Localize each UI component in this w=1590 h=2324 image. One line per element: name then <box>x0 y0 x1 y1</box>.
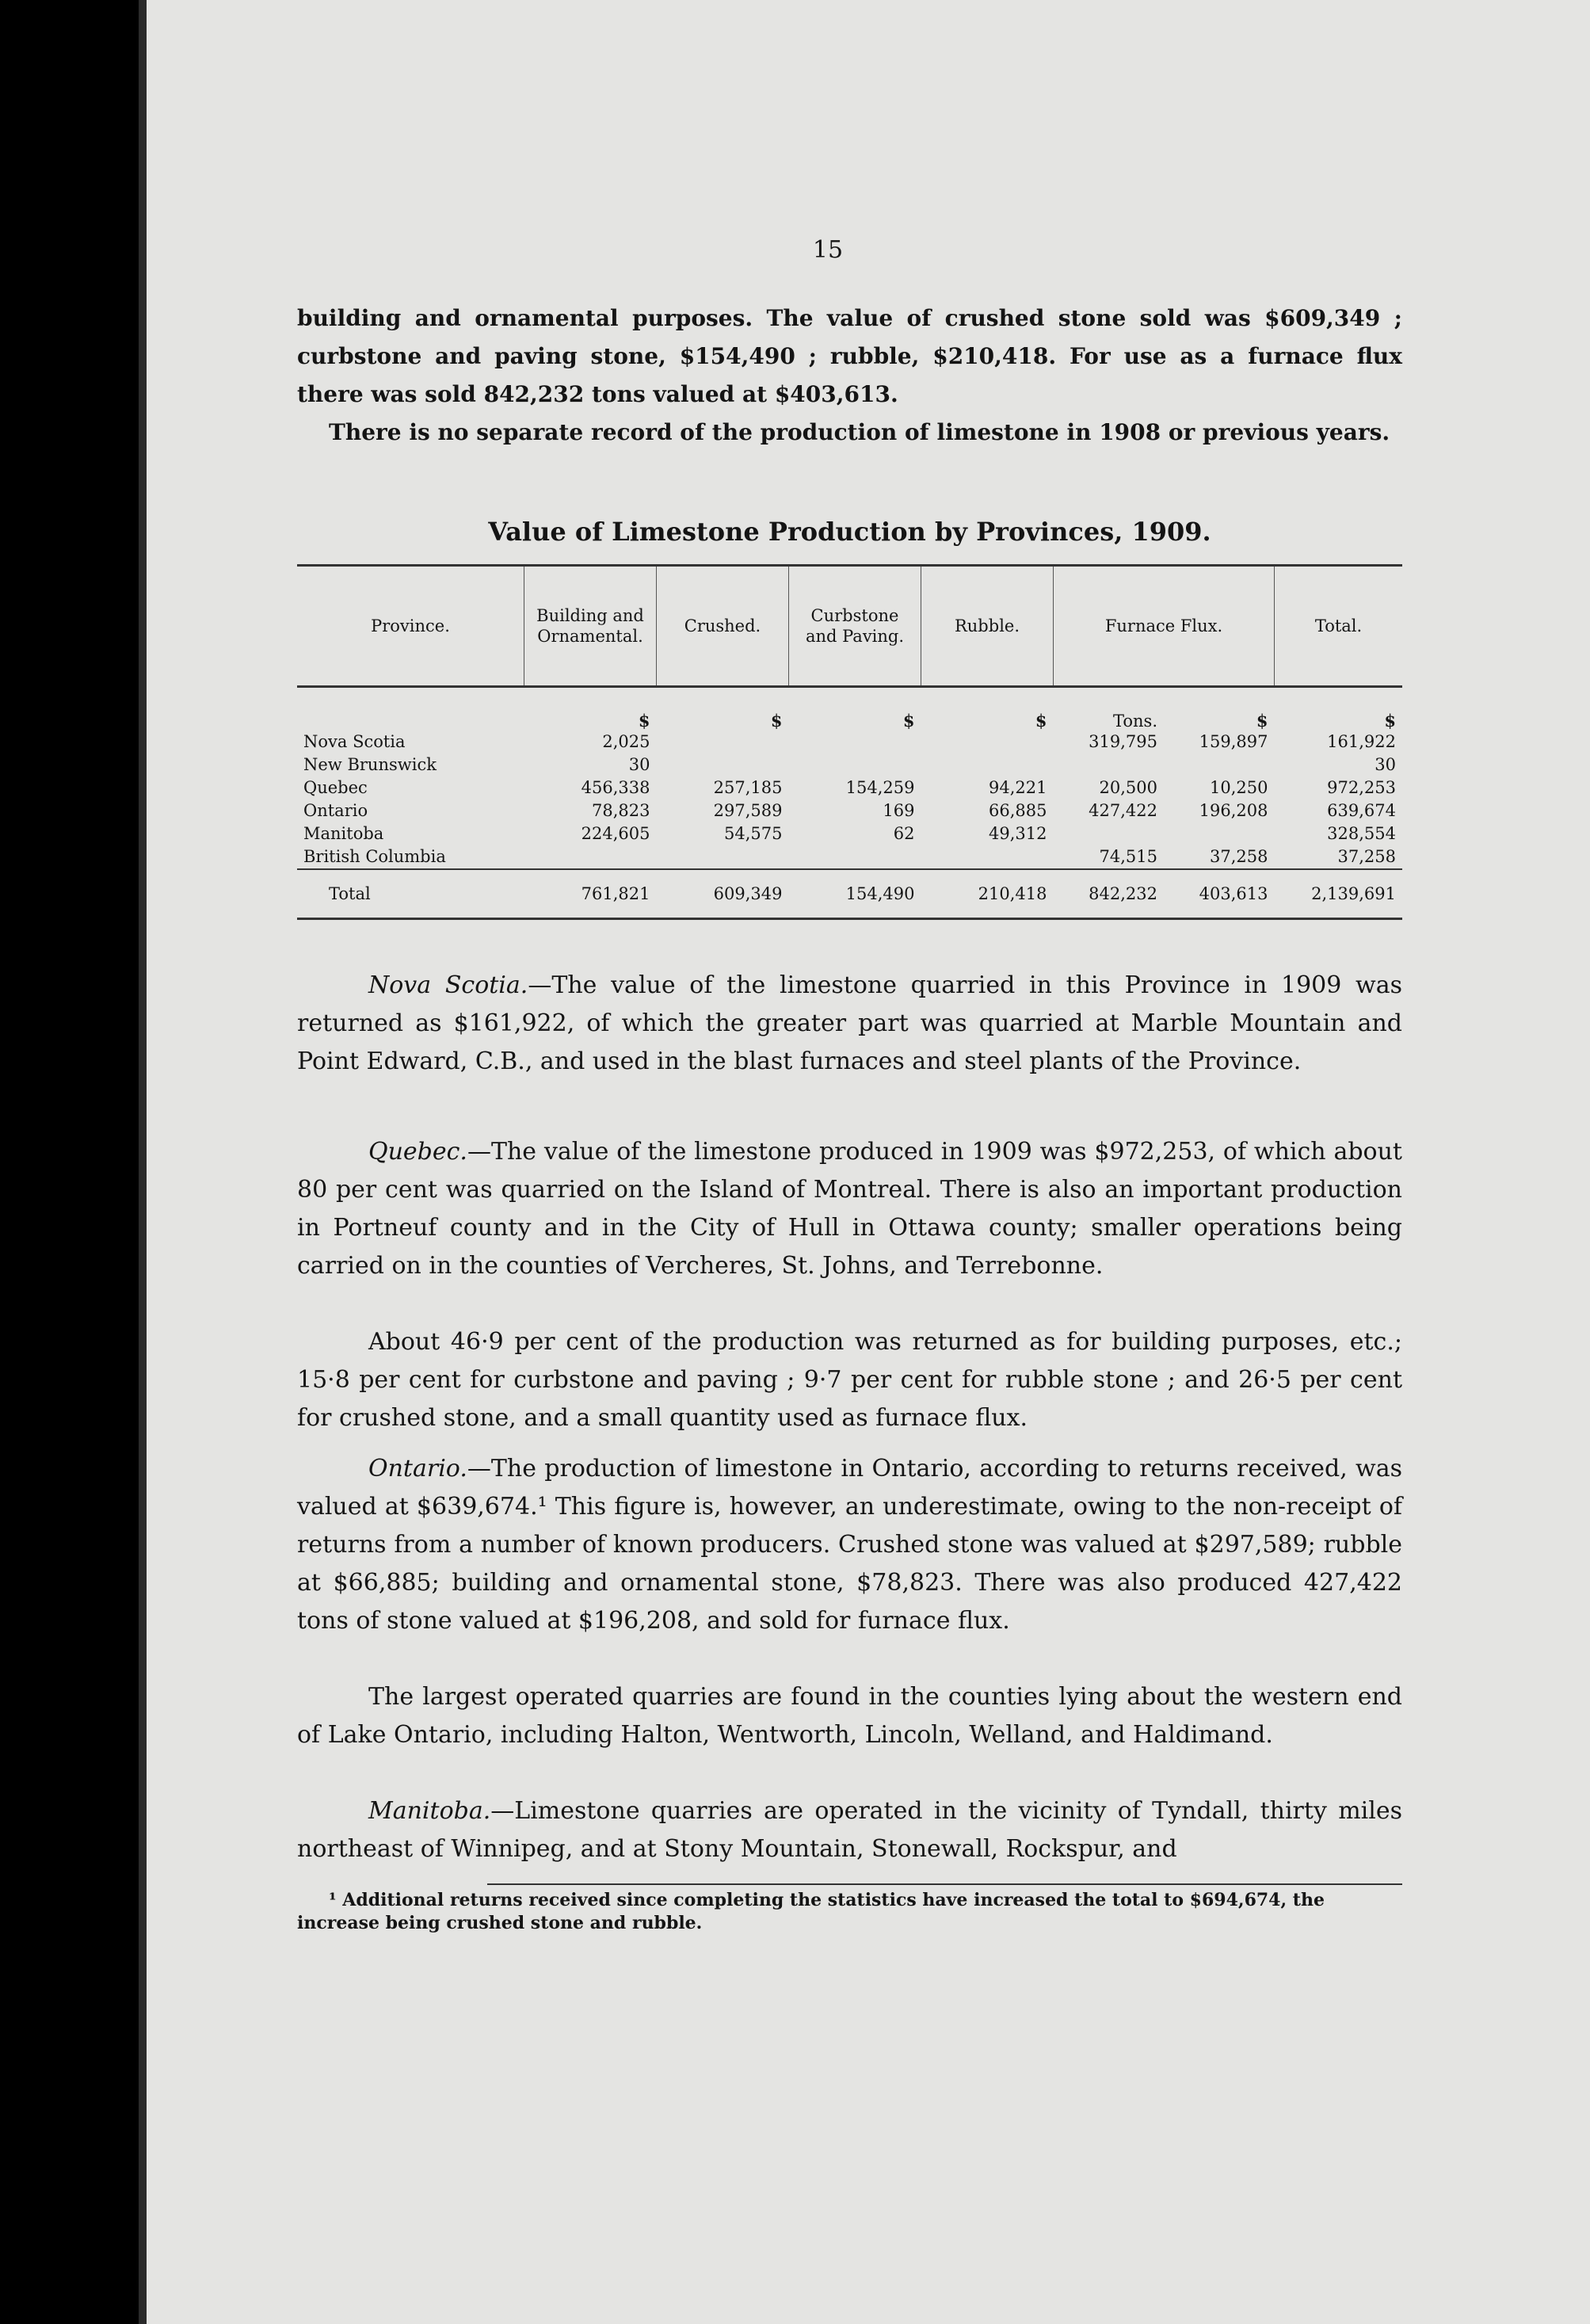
quebec-percent-paragraph: About 46·9 per cent of the production was returned as for building purposes, etc.; 15·8 per cent for curbstone and paving ; 9·7 per cent for rubble stone ; and 26·5 per cent for crushed stone, and a small quantity used as furnace flux. <box>297 1328 1402 1432</box>
cell-curbstone <box>789 845 921 869</box>
cell-rubble: 49,312 <box>989 824 1047 843</box>
quebec-paragraph <box>297 1133 1402 1285</box>
table-header-row <box>297 566 1402 687</box>
table-title: Value of Limestone Production by Provinces, 1909. <box>488 517 1211 547</box>
cell-total: 30 <box>1375 755 1396 774</box>
cell-building: 78,823 <box>592 801 650 820</box>
unit-flux-value: $ <box>1256 711 1268 731</box>
cell-tons: 20,500 <box>1099 778 1157 797</box>
table-total-row <box>297 869 1402 919</box>
page-binding-edge <box>139 0 147 2324</box>
ontario-text: —The production of limestone in Ontario, according to returns received, was valued at $639,674.¹ This figure is, however, an underestimate, owing to the non-receipt of returns from a number of known producers. Crushed stone was valued at $297,589; rubble at $66,885; building and ornamental stone, $78,823. There was also produced 427,422 tons of stone valued at $196,208, and sold for furnace flux. <box>297 1455 1402 1635</box>
intro-note: There is no separate record of the production of limestone in 1908 or previous years. <box>329 419 1390 445</box>
cell-rubble: 94,221 <box>989 778 1047 797</box>
cell-province: Quebec <box>303 778 368 797</box>
cell-curbstone <box>789 731 921 754</box>
table-row <box>297 777 1402 799</box>
total-curbstone: 154,490 <box>789 869 921 919</box>
cell-province: Ontario <box>303 801 368 820</box>
cell-tons: 74,515 <box>1099 847 1157 866</box>
cell-flux-value: 37,258 <box>1210 847 1268 866</box>
unit-tons: Tons. <box>1113 712 1157 731</box>
total-flux-value: 403,613 <box>1164 869 1275 919</box>
header-building: Building and Ornamental. <box>524 566 657 687</box>
unit-building: $ <box>638 711 650 731</box>
unit-total: $ <box>1384 711 1396 731</box>
cell-total: 161,922 <box>1327 732 1396 751</box>
ontario-quarries-paragraph: The largest operated quarries are found in the counties lying about the western end of Lake Ontario, including Halton, Wentworth, Lincoln, Welland, and Haldimand. <box>297 1683 1402 1749</box>
cell-tons: 427,422 <box>1089 801 1157 820</box>
cell-province: New Brunswick <box>303 755 437 774</box>
header-total: Total. <box>1275 566 1403 687</box>
cell-flux-value: 196,208 <box>1199 801 1268 820</box>
quebec-text: —The value of the limestone produced in 1909 was $972,253, of which about 80 per cent was quarried on the Island of Montreal. There is also an important production in Portneuf county and in the City of Hull in Ottawa county; smaller operations being carried on in the counties of Vercheres, St. Johns, and Terrebonne. <box>297 1138 1402 1280</box>
unit-crushed: $ <box>770 711 783 731</box>
nova-scotia-heading: Nova Scotia. <box>368 971 528 999</box>
limestone-production-table <box>297 564 1402 920</box>
manitoba-text: —Limestone quarries are operated in the vicinity of Tyndall, thirty miles northeast of Winnipeg, and at Stony Mountain, Stonewall, Rockspur, and <box>297 1797 1402 1863</box>
cell-building: 2,025 <box>602 732 650 751</box>
table-row <box>297 754 1402 777</box>
cell-crushed: 257,185 <box>713 778 783 797</box>
header-furnace-flux: Furnace Flux. <box>1054 566 1275 687</box>
intro-text: building and ornamental purposes. The value of crushed stone sold was $609,349 ; curbstone and paving stone, $154,490 ; rubble, $210,418. For use as a furnace flux there was sold 842,232 tons valued at $403,613. <box>297 305 1402 407</box>
nova-scotia-text: —The value of the limestone quarried in this Province in 1909 was returned as $161,922, of which the greater part was quarried at Marble Mountain and Point Edward, C.B., and used in the blast furnaces and steel plants of the Province. <box>297 971 1402 1075</box>
page-number: 15 <box>812 236 844 264</box>
total-crushed: 609,349 <box>657 869 789 919</box>
cell-crushed: 54,575 <box>724 824 783 843</box>
cell-crushed <box>657 754 789 777</box>
cell-crushed: 297,589 <box>713 801 783 820</box>
manitoba-heading: Manitoba. <box>368 1797 491 1825</box>
header-curbstone: Curbstone and Paving. <box>789 566 921 687</box>
total-label: Total <box>297 869 524 919</box>
cell-curbstone: 154,259 <box>845 778 915 797</box>
cell-rubble <box>921 845 1054 869</box>
ontario-paragraph <box>297 1450 1402 1640</box>
header-province: Province. <box>297 566 524 687</box>
cell-total: 37,258 <box>1337 847 1396 866</box>
total-total: 2,139,691 <box>1275 869 1403 919</box>
cell-rubble <box>921 754 1054 777</box>
cell-curbstone: 169 <box>883 801 915 820</box>
cell-total: 639,674 <box>1327 801 1396 820</box>
cell-curbstone: 62 <box>893 824 915 843</box>
total-rubble: 210,418 <box>921 869 1054 919</box>
intro-paragraph <box>297 300 1402 452</box>
cell-province: British Columbia <box>303 847 446 866</box>
cell-crushed <box>657 731 789 754</box>
cell-province: Manitoba <box>303 824 384 843</box>
table-row <box>297 799 1402 822</box>
quebec-heading: Quebec. <box>368 1138 467 1166</box>
table-row <box>297 845 1402 869</box>
nova-scotia-paragraph <box>297 967 1402 1081</box>
cell-building <box>524 845 657 869</box>
total-tons: 842,232 <box>1054 869 1165 919</box>
cell-building: 30 <box>628 755 650 774</box>
ontario-heading: Ontario. <box>368 1455 467 1483</box>
cell-total: 972,253 <box>1327 778 1396 797</box>
cell-crushed <box>657 845 789 869</box>
cell-total: 328,554 <box>1327 824 1396 843</box>
cell-flux-value: 10,250 <box>1210 778 1268 797</box>
header-crushed: Crushed. <box>657 566 789 687</box>
cell-tons <box>1054 754 1165 777</box>
table-row <box>297 822 1402 845</box>
cell-flux-value <box>1164 754 1275 777</box>
document-page <box>139 0 1590 2324</box>
cell-curbstone <box>789 754 921 777</box>
cell-rubble <box>921 731 1054 754</box>
cell-building: 456,338 <box>581 778 650 797</box>
manitoba-paragraph <box>297 1792 1402 1868</box>
unit-curbstone: $ <box>902 711 915 731</box>
footnote-divider <box>487 1883 1402 1885</box>
cell-tons: 319,795 <box>1089 732 1157 751</box>
table-row <box>297 731 1402 754</box>
units-row <box>297 687 1402 731</box>
cell-flux-value: 159,897 <box>1199 732 1268 751</box>
cell-flux-value <box>1164 822 1275 845</box>
header-rubble: Rubble. <box>921 566 1054 687</box>
cell-rubble: 66,885 <box>989 801 1047 820</box>
cell-tons <box>1054 822 1165 845</box>
unit-rubble: $ <box>1035 711 1047 731</box>
cell-building: 224,605 <box>581 824 650 843</box>
cell-province: Nova Scotia <box>303 732 406 751</box>
total-building: 761,821 <box>524 869 657 919</box>
footnote: ¹ Additional returns received since completing the statistics have increased the total to $694,674, the increase being crushed stone and rubble. <box>297 1890 1325 1933</box>
